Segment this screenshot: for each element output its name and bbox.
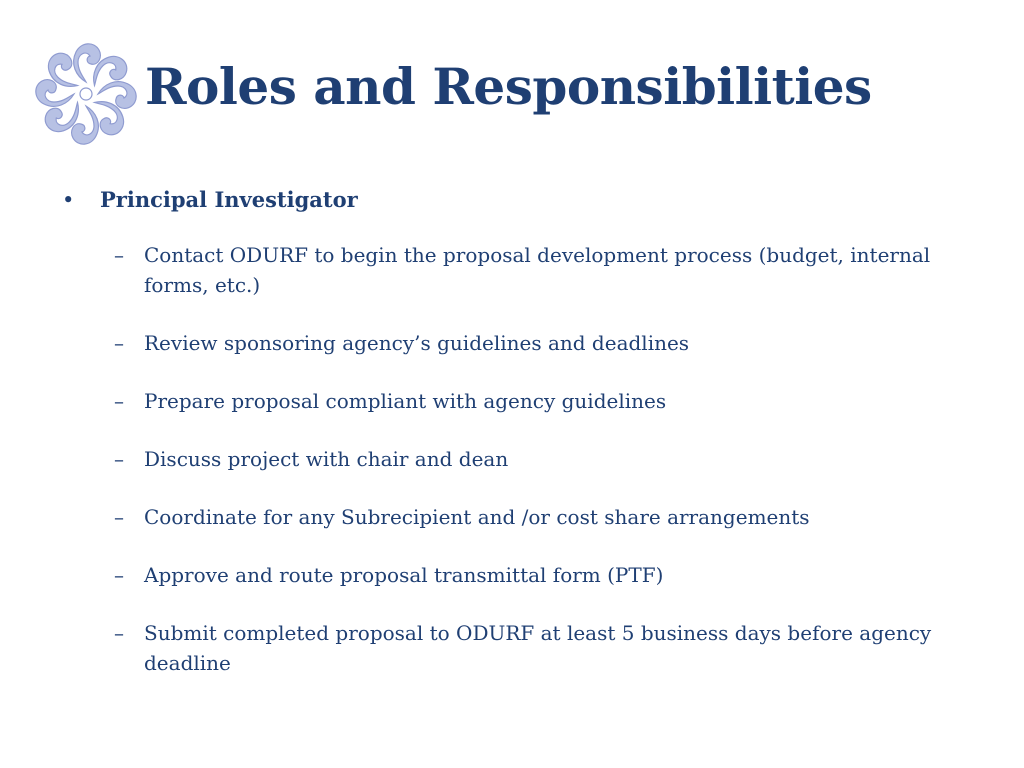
dash-icon: – — [114, 331, 124, 355]
bullet-item-principal-investigator — [62, 185, 962, 215]
bullet-icon: • — [62, 188, 75, 212]
responsibility-item — [114, 560, 962, 590]
responsibility-text: Discuss project with chair and dean — [144, 447, 509, 471]
responsibility-list — [62, 240, 962, 678]
dash-icon: – — [114, 621, 124, 645]
responsibility-text: Coordinate for any Subrecipient and /or cost share arrangements — [144, 505, 810, 529]
dash-icon: – — [114, 505, 124, 529]
responsibility-text: Approve and route proposal transmittal form (PTF) — [144, 563, 664, 587]
dash-icon: – — [114, 563, 124, 587]
responsibility-text: Contact ODURF to begin the proposal development process (budget, internal forms, etc.) — [144, 243, 931, 297]
bullet-label: Principal Investigator — [100, 187, 358, 212]
responsibility-text: Review sponsoring agency’s guidelines and deadlines — [144, 331, 690, 355]
responsibility-text: Submit completed proposal to ODURF at least 5 business days before agency deadline — [144, 621, 932, 675]
responsibility-text: Prepare proposal compliant with agency guidelines — [144, 389, 667, 413]
dash-icon: – — [114, 447, 124, 471]
dash-icon: – — [114, 389, 124, 413]
responsibility-item — [114, 618, 962, 678]
slide-title: Roles and Responsibilities — [145, 57, 872, 116]
slide-content — [62, 185, 962, 706]
swirl-flower-logo — [30, 38, 142, 150]
responsibility-item — [114, 240, 962, 300]
dash-icon: – — [114, 243, 124, 267]
responsibility-item — [114, 444, 962, 474]
responsibility-item — [114, 502, 962, 532]
responsibility-item — [114, 386, 962, 416]
responsibility-item — [114, 328, 962, 358]
